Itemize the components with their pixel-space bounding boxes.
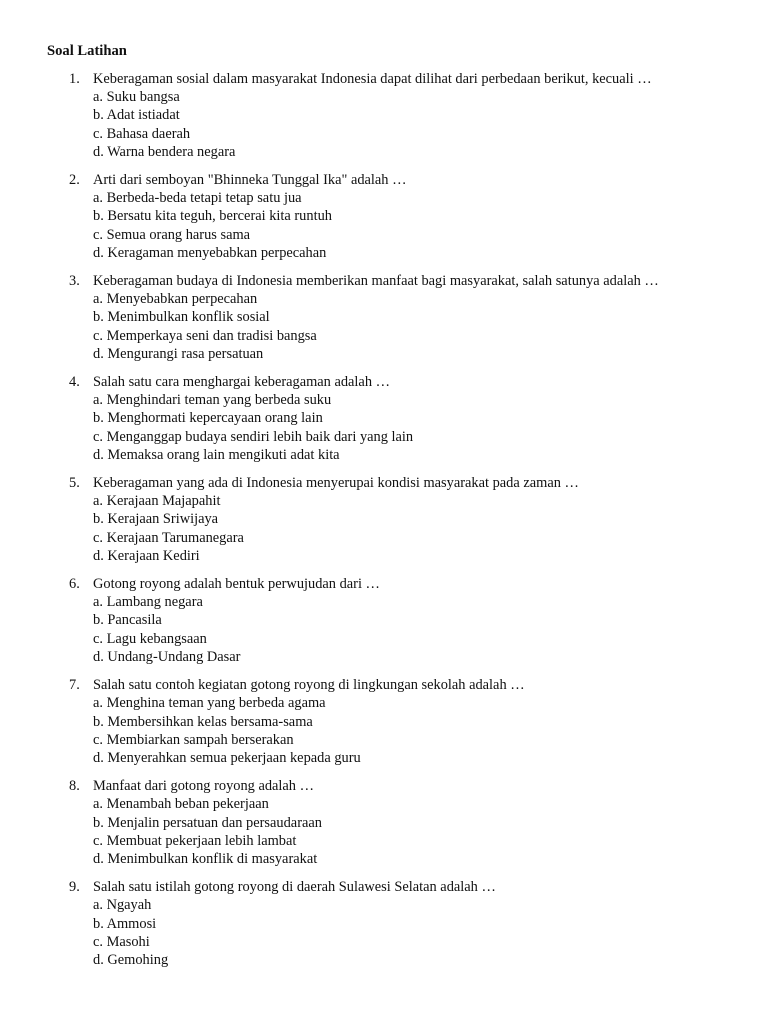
question-item	[0, 272, 768, 363]
question-text: Salah satu contoh kegiatan gotong royong di lingkungan sekolah adalah …	[93, 677, 525, 694]
question-text: Manfaat dari gotong royong adalah …	[93, 778, 314, 795]
question-number: 5.	[69, 475, 80, 492]
option-list	[93, 795, 768, 868]
question-item	[0, 373, 768, 464]
option-b: b. Membersihkan kelas bersama-sama	[93, 713, 313, 730]
question-item	[0, 70, 768, 161]
option-c: c. Membuat pekerjaan lebih lambat	[93, 832, 297, 849]
question-text: Salah satu istilah gotong royong di daerah Sulawesi Selatan adalah …	[93, 879, 496, 896]
option-list	[93, 492, 768, 565]
question-number: 9.	[69, 879, 80, 896]
option-a: a. Menyebabkan perpecahan	[93, 291, 258, 308]
option-list	[93, 896, 768, 969]
question-text: Arti dari semboyan "Bhinneka Tunggal Ika" adalah …	[93, 172, 407, 189]
option-b: b. Ammosi	[93, 915, 157, 932]
question-number: 2.	[69, 172, 80, 189]
option-d: d. Menimbulkan konflik di masyarakat	[93, 850, 318, 867]
question-number: 7.	[69, 677, 80, 694]
option-b: b. Menjalin persatuan dan persaudaraan	[93, 814, 322, 831]
question-item	[0, 575, 768, 666]
question-item	[0, 777, 768, 868]
option-d: d. Mengurangi rasa persatuan	[93, 345, 264, 362]
option-b: b. Bersatu kita teguh, bercerai kita runtuh	[93, 208, 332, 225]
option-d: d. Keragaman menyebabkan perpecahan	[93, 244, 327, 261]
option-c: c. Masohi	[93, 933, 150, 950]
question-text: Keberagaman sosial dalam masyarakat Indonesia dapat dilihat dari perbedaan berikut, kecuali …	[93, 71, 652, 87]
option-a: a. Menambah beban pekerjaan	[93, 796, 269, 813]
option-c: c. Memperkaya seni dan tradisi bangsa	[93, 327, 317, 344]
option-c: c. Lagu kebangsaan	[93, 630, 207, 647]
option-c: c. Semua orang harus sama	[93, 226, 251, 243]
question-text: Gotong royong adalah bentuk perwujudan dari …	[93, 576, 380, 593]
option-d: d. Memaksa orang lain mengikuti adat kita	[93, 446, 340, 463]
question-number: 4.	[69, 374, 80, 391]
question-number: 8.	[69, 778, 80, 795]
question-item	[0, 878, 768, 969]
option-list	[93, 694, 768, 767]
option-c: c. Membiarkan sampah berserakan	[93, 731, 294, 748]
option-list	[93, 391, 768, 464]
option-a: a. Kerajaan Majapahit	[93, 493, 221, 510]
option-d: d. Gemohing	[93, 951, 169, 968]
option-b: b. Menimbulkan konflik sosial	[93, 309, 270, 326]
option-c: c. Bahasa daerah	[93, 125, 191, 142]
option-a: a. Menghindari teman yang berbeda suku	[93, 392, 332, 409]
question-number: 1.	[69, 71, 80, 87]
option-d: d. Kerajaan Kediri	[93, 547, 200, 564]
question-item	[0, 474, 768, 565]
option-b: b. Adat istiadat	[93, 107, 180, 124]
question-text: Keberagaman budaya di Indonesia memberikan manfaat bagi masyarakat, salah satunya adalah …	[93, 273, 659, 290]
option-list	[93, 290, 768, 363]
option-a: a. Berbeda-beda tetapi tetap satu jua	[93, 190, 302, 207]
option-d: d. Menyerahkan semua pekerjaan kepada guru	[93, 749, 361, 766]
option-list	[93, 88, 768, 161]
question-text: Salah satu cara menghargai keberagaman adalah …	[93, 374, 391, 391]
question-item	[0, 171, 768, 262]
option-list	[93, 189, 768, 262]
option-a: a. Ngayah	[93, 897, 152, 914]
option-list	[93, 593, 768, 666]
question-list	[0, 70, 768, 979]
option-d: d. Undang-Undang Dasar	[93, 648, 241, 665]
page-title: Soal Latihan	[47, 43, 127, 59]
question-number: 3.	[69, 273, 80, 290]
question-text: Keberagaman yang ada di Indonesia menyerupai kondisi masyarakat pada zaman …	[93, 475, 579, 492]
option-a: a. Suku bangsa	[93, 89, 180, 106]
option-b: b. Kerajaan Sriwijaya	[93, 511, 219, 528]
option-a: a. Lambang negara	[93, 594, 203, 611]
question-number: 6.	[69, 576, 80, 593]
option-c: c. Kerajaan Tarumanegara	[93, 529, 244, 546]
option-d: d. Warna bendera negara	[93, 143, 236, 160]
option-b: b. Pancasila	[93, 612, 162, 629]
question-item	[0, 676, 768, 767]
option-b: b. Menghormati kepercayaan orang lain	[93, 410, 323, 427]
option-a: a. Menghina teman yang berbeda agama	[93, 695, 326, 712]
option-c: c. Menganggap budaya sendiri lebih baik dari yang lain	[93, 428, 414, 445]
